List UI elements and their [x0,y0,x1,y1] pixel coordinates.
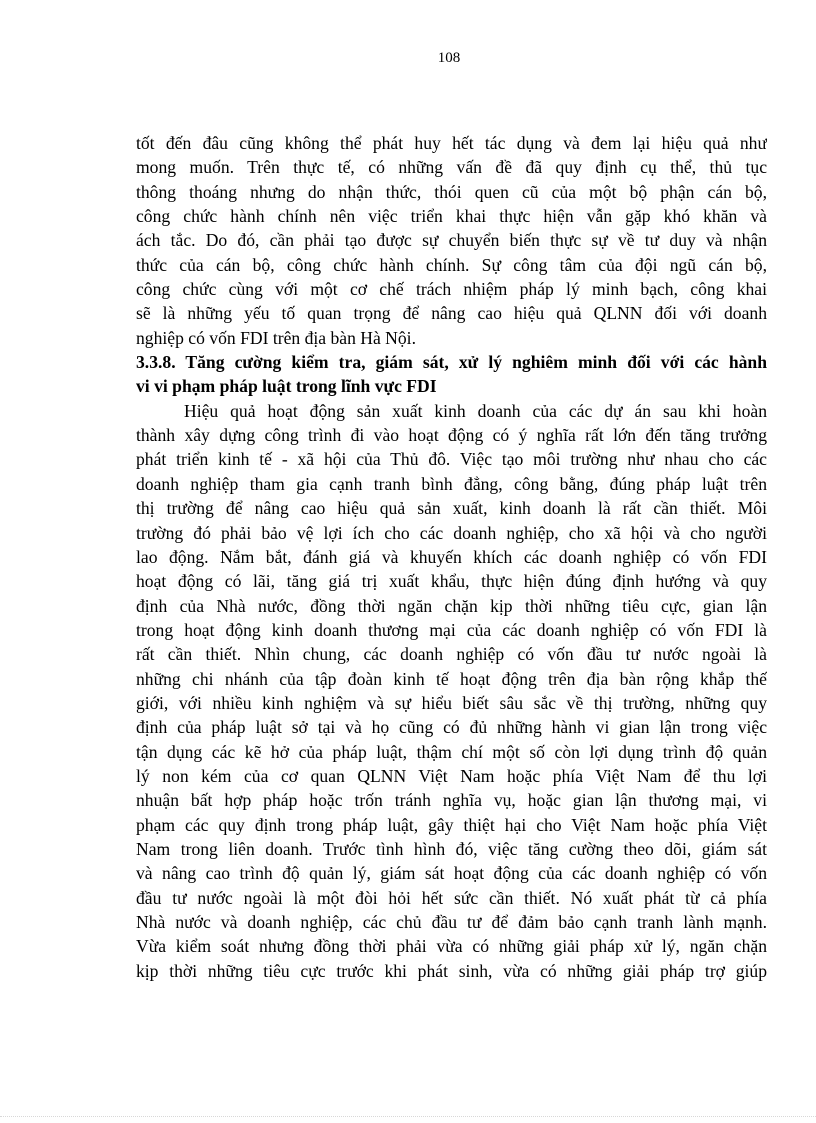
body-line: phát triển kinh tế - xã hội của Thủ đô. Việc tạo môi trường như nhau cho các [136,449,767,470]
body-line: lý non kém của cơ quan QLNN Việt Nam hoặc phía Việt Nam để thu lợi [136,765,767,786]
body-line: những chi nhánh của tập đoàn kinh tế hoạt động trên địa bàn rộng khắp thế [136,668,767,689]
body-line: doanh nghiệp tham gia cạnh tranh bình đẳng, công bằng, đúng pháp luật trên [136,473,767,494]
body-line: sẽ là những yếu tố quan trọng để nâng cao hiệu quả QLNN đối với doanh [136,303,767,324]
body-line: rất cần thiết. Nhìn chung, các doanh nghiệp có vốn đầu tư nước ngoài là [136,644,767,665]
body-line: định của pháp luật sở tại và họ cũng có đủ những hành vi gian lận trong việc [136,717,767,738]
body-line: hoạt động có lãi, tăng giá trị xuất khẩu, thực hiện đúng định hướng và quy [136,571,767,592]
body-line: nhuận bất hợp pháp hoặc trốn tránh nghĩa vụ, hoặc gian lận thương mại, vi [136,790,767,811]
body-line: Vừa kiểm soát nhưng đồng thời phải vừa có những giải pháp xử lý, ngăn chặn [136,936,767,957]
body-line: Nam trong liên doanh. Trước tình hình đó, việc tăng cường theo dõi, giám sát [136,838,767,859]
body-line: trường đó phải bảo vệ lợi ích cho các doanh nghiệp, cho xã hội và cho người [136,522,767,543]
body-line: đầu tư nước ngoài là một đòi hỏi hết sức cần thiết. Nó xuất phát từ cả phía [136,887,767,908]
section-heading-line: 3.3.8. Tăng cường kiểm tra, giám sát, xử lý nghiêm minh đối với các hành [136,352,767,373]
body-line: tận dụng các kẽ hở của pháp luật, thậm chí một số còn lợi dụng trình độ quản [136,741,767,762]
body-line: mong muốn. Trên thực tế, có những vấn đề đã quy định cụ thể, thủ tục [136,157,767,178]
body-line: thị trường để nâng cao hiệu quả sản xuất, kinh doanh là rất cần thiết. Môi [136,498,767,519]
body-line: ách tắc. Do đó, cần phải tạo được sự chuyển biến thực sự về tư duy và nhận [136,230,767,251]
body-line: tốt đến đâu cũng không thể phát huy hết tác dụng và đem lại hiệu quả như [136,133,767,153]
body-line: Nhà nước và doanh nghiệp, các chủ đầu tư để đảm bảo cạnh tranh lành mạnh. [136,912,767,932]
section-heading-line: vi vi phạm pháp luật trong lĩnh vực FDI [136,376,437,397]
body-line: Hiệu quả hoạt động sản xuất kinh doanh của các dự án sau khi hoàn [184,400,767,421]
body-line: lao động. Nắm bắt, đánh giá và khuyến khích các doanh nghiệp có vốn FDI [136,546,767,567]
body-line: định của Nhà nước, đồng thời ngăn chặn kịp thời những tiêu cực, gian lận [136,595,767,616]
page-bottom-divider [0,1116,816,1117]
body-line: nghiệp có vốn FDI trên địa bàn Hà Nội. [136,327,416,348]
body-line: và nâng cao trình độ quản lý, giám sát hoạt động của các doanh nghiệp có vốn [136,863,767,884]
body-line: phạm các quy định trong pháp luật, gây thiệt hại cho Việt Nam hoặc phía Việt [136,814,767,835]
body-line: kịp thời những tiêu cực trước khi phát sinh, vừa có những giải pháp trợ giúp [136,960,767,981]
body-line: công chức hành chính nên việc triển khai thực hiện vẫn gặp khó khăn và [136,206,767,227]
body-line: công chức cùng với một cơ chế trách nhiệm pháp lý minh bạch, công khai [136,279,767,300]
document-body [136,131,767,983]
body-line: giới, với nhiều kinh nghiệm và sự hiểu biết sâu sắc về thị trường, những quy [136,692,767,713]
body-line: trong hoạt động kinh doanh thương mại của các doanh nghiệp có vốn FDI là [136,619,767,640]
body-line: thức của cán bộ, công chức hành chính. Sự công tâm của đội ngũ cán bộ, [136,254,767,275]
body-line: thành xây dựng công trình đi vào hoạt động có ý nghĩa rất lớn đến tăng trưởng [136,425,767,446]
body-line: thông thoáng nhưng do nhận thức, thói quen cũ của một bộ phận cán bộ, [136,181,767,202]
page-number: 108 [437,50,461,66]
